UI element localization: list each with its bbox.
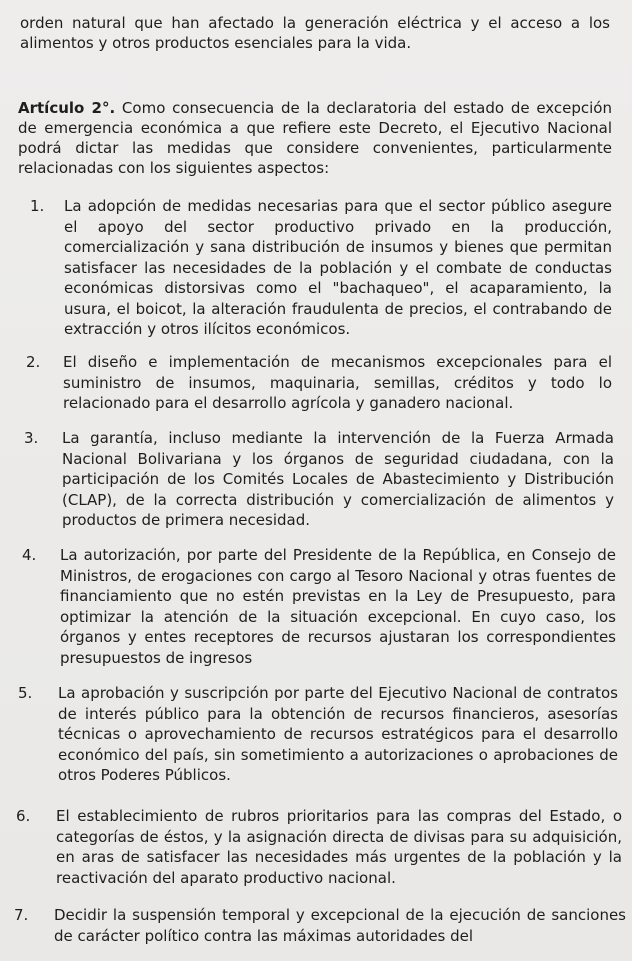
- item-number: 7.: [14, 906, 29, 924]
- item-text: La garantía, incluso mediante la intervención de la Fuerza Armada Nacional Bolivariana y los órganos de seguridad ciudadana, con la participación de los Comités Locales de Abastecimiento y Distribución (CLAP), de la correcta distribución y comercialización de alimentos y productos de primera necesidad.: [62, 429, 614, 529]
- article-text: Como consecuencia de la declaratoria del estado de excepción de emergencia económica a que refiere este Decreto, el Ejecutivo Nacional podrá dictar las medidas que considere convenientes, particularmente relacionadas con los siguientes aspectos:: [18, 99, 612, 177]
- intro-paragraph: orden natural que han afectado la generación eléctrica y el acceso a los alimentos y otros productos esenciales para la vida.: [20, 14, 610, 52]
- item-number: 6.: [16, 807, 31, 825]
- article-heading: Artículo 2°.: [18, 99, 116, 117]
- item-text: La adopción de medidas necesarias para que el sector público asegure el apoyo del sector productivo privado en la producción, comercialización y sana distribución de insumos y bienes que permitan satisfacer las necesidades de la población y el combate de conductas económicas distorsivas como el "bachaqueo", el acaparamiento, la usura, el boicot, la alteración fraudulenta de precios, el contrabando de extracción y otros ilícitos económicos.: [64, 197, 612, 338]
- item-text: El diseño e implementación de mecanismos excepcionales para el suministro de insumos, maquinaria, semillas, créditos y todo lo relacionado para el desarrollo agrícola y ganadero nacional.: [63, 353, 612, 412]
- item-text: El establecimiento de rubros prioritarios para las compras del Estado, o categorías de éstos, y la asignación directa de divisas para su adquisición, en aras de satisfacer las necesidades más urgentes de la población y la reactivación del aparato productivo nacional.: [56, 807, 622, 887]
- item-number: 1.: [30, 197, 45, 215]
- article-2-paragraph: [18, 98, 612, 178]
- item-text: La autorización, por parte del Presidente de la República, en Consejo de Ministros, de erogaciones con cargo al Tesoro Nacional y otras fuentes de financiamiento que no estén previstas en la Ley de Presupuesto, para optimizar la atención de la situación excepcional. En cuyo caso, los órganos y entes receptores de recursos ajustaran los correspondientes presupuestos de ingresos: [60, 546, 616, 667]
- item-text: La aprobación y suscripción por parte del Ejecutivo Nacional de contratos de interés público para la obtención de recursos financieros, asesorías técnicas o aprovechamiento de recursos estratégicos para el desarrollo económico del país, sin sometimiento a autorizaciones o aprobaciones de otros Poderes Públicos.: [58, 684, 618, 784]
- item-text: Decidir la suspensión temporal y excepcional de la ejecución de sanciones de carácter político contra las máximas autoridades del: [54, 906, 626, 945]
- item-number: 4.: [22, 546, 37, 564]
- item-number: 3.: [24, 429, 39, 447]
- item-number: 5.: [18, 684, 33, 702]
- item-number: 2.: [26, 353, 41, 371]
